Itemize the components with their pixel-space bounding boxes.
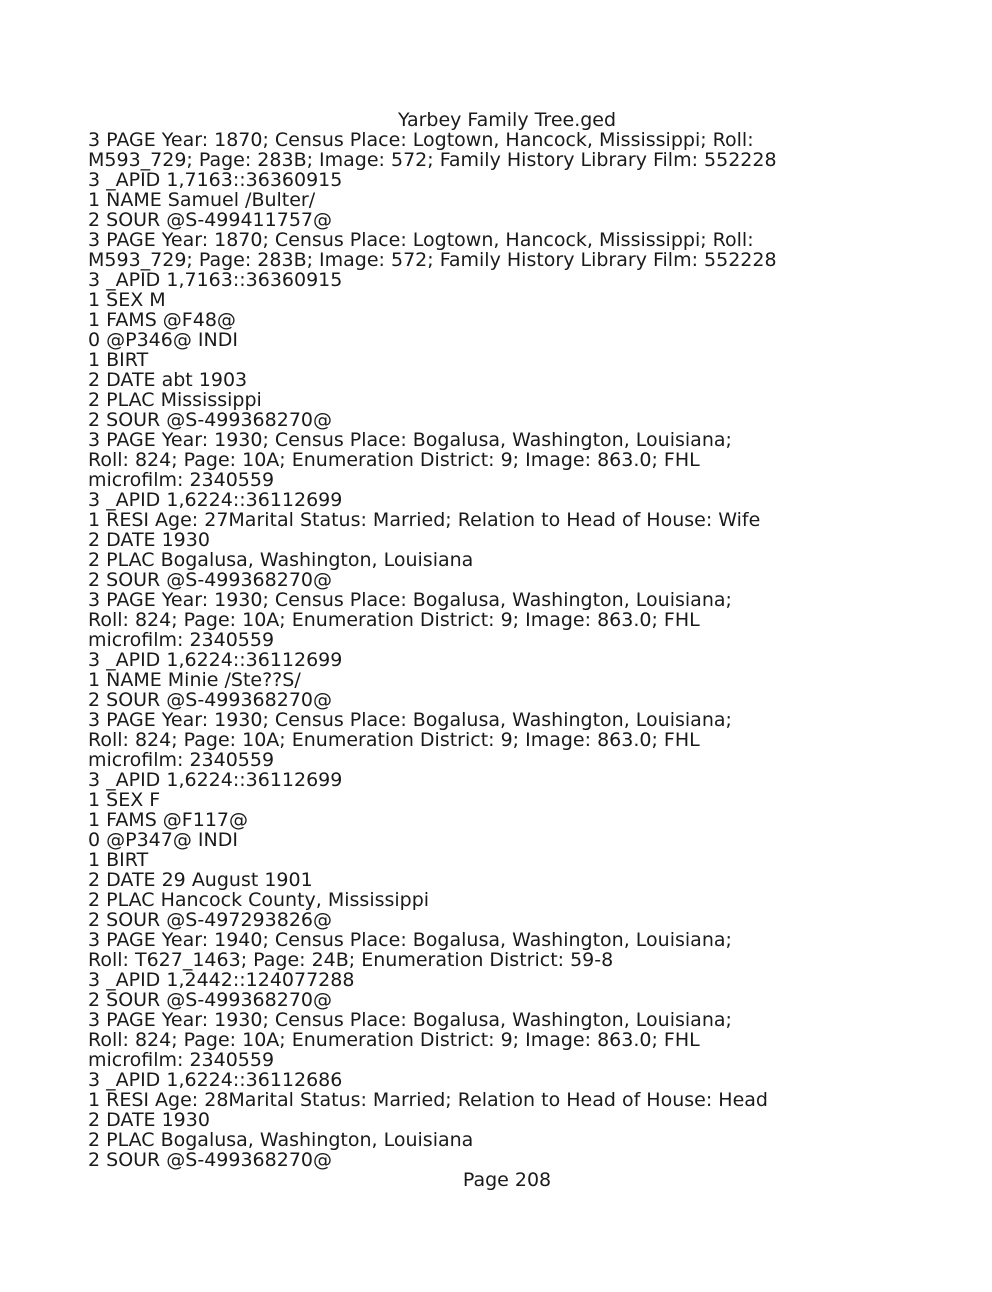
gedcom-line: 2 DATE 1930 [88,529,210,551]
gedcom-line: 3 PAGE Year: 1930; Census Place: Bogalusa, Washington, Louisiana; [88,709,732,731]
gedcom-line: Roll: 824; Page: 10A; Enumeration District: 9; Image: 863.0; FHL [88,609,700,631]
gedcom-line: 1 RESI Age: 28Marital Status: Married; Relation to Head of House: Head [88,1089,768,1111]
gedcom-line: 1 FAMS @F48@ [88,309,236,331]
gedcom-line: 1 NAME Samuel /Bulter/ [88,189,316,211]
gedcom-line: microfilm: 2340559 [88,749,275,771]
gedcom-line: 3 PAGE Year: 1870; Census Place: Logtown, Hancock, Mississippi; Roll: [88,129,754,151]
gedcom-line: 2 PLAC Mississippi [88,389,262,411]
gedcom-line: 2 SOUR @S-499368270@ [88,689,333,711]
gedcom-line: 3 _APID 1,6224::36112699 [88,649,343,671]
gedcom-line: 2 DATE 1930 [88,1109,210,1131]
gedcom-line: 2 PLAC Hancock County, Mississippi [88,889,430,911]
gedcom-line: 3 PAGE Year: 1870; Census Place: Logtown, Hancock, Mississippi; Roll: [88,229,754,251]
gedcom-line: Roll: 824; Page: 10A; Enumeration District: 9; Image: 863.0; FHL [88,729,700,751]
gedcom-line: 3 PAGE Year: 1930; Census Place: Bogalusa, Washington, Louisiana; [88,429,732,451]
gedcom-line: 2 PLAC Bogalusa, Washington, Louisiana [88,549,474,571]
gedcom-line: 1 RESI Age: 27Marital Status: Married; Relation to Head of House: Wife [88,509,761,531]
gedcom-line: 3 PAGE Year: 1940; Census Place: Bogalusa, Washington, Louisiana; [88,929,732,951]
gedcom-line: 3 PAGE Year: 1930; Census Place: Bogalusa, Washington, Louisiana; [88,1009,732,1031]
gedcom-line: 3 _APID 1,6224::36112699 [88,489,343,511]
gedcom-line: microfilm: 2340559 [88,629,275,651]
document-body [88,130,978,1170]
gedcom-line: M593_729; Page: 283B; Image: 572; Family History Library Film: 552228 [88,249,777,271]
gedcom-line: 2 DATE abt 1903 [88,369,248,391]
gedcom-line: M593_729; Page: 283B; Image: 572; Family History Library Film: 552228 [88,149,777,171]
gedcom-line: 3 _APID 1,2442::124077288 [88,969,355,991]
gedcom-line: 1 FAMS @F117@ [88,809,248,831]
gedcom-line: 2 SOUR @S-499368270@ [88,569,333,591]
page-number: Page 208 [462,1169,552,1191]
gedcom-line: Roll: 824; Page: 10A; Enumeration District: 9; Image: 863.0; FHL [88,449,700,471]
gedcom-line: 0 @P346@ INDI [88,329,238,351]
gedcom-line: 2 SOUR @S-499368270@ [88,409,333,431]
gedcom-line: 1 SEX F [88,789,161,811]
gedcom-line: 3 _APID 1,6224::36112686 [88,1069,343,1091]
gedcom-line: 1 BIRT [88,849,149,871]
gedcom-line: 2 SOUR @S-497293826@ [88,909,333,931]
gedcom-line: 3 _APID 1,6224::36112699 [88,769,343,791]
document-title: Yarbey Family Tree.ged [397,109,617,131]
gedcom-line: Roll: 824; Page: 10A; Enumeration District: 9; Image: 863.0; FHL [88,1029,700,1051]
gedcom-line: 2 SOUR @S-499368270@ [88,989,333,1011]
gedcom-line: 0 @P347@ INDI [88,829,238,851]
gedcom-line: 2 SOUR @S-499411757@ [88,209,333,231]
gedcom-line: 2 DATE 29 August 1901 [88,869,313,891]
gedcom-line: 3 _APID 1,7163::36360915 [88,169,343,191]
gedcom-line: 2 PLAC Bogalusa, Washington, Louisiana [88,1129,474,1151]
gedcom-line: 2 SOUR @S-499368270@ [88,1149,333,1171]
gedcom-line: 3 _APID 1,7163::36360915 [88,269,343,291]
gedcom-line: 1 SEX M [88,289,166,311]
gedcom-line: microfilm: 2340559 [88,469,275,491]
gedcom-line: 1 NAME Minie /Ste??S/ [88,669,301,691]
gedcom-line: 3 PAGE Year: 1930; Census Place: Bogalusa, Washington, Louisiana; [88,589,732,611]
gedcom-line: Roll: T627_1463; Page: 24B; Enumeration District: 59-8 [88,949,614,971]
gedcom-line: 1 BIRT [88,349,149,371]
gedcom-line: microfilm: 2340559 [88,1049,275,1071]
